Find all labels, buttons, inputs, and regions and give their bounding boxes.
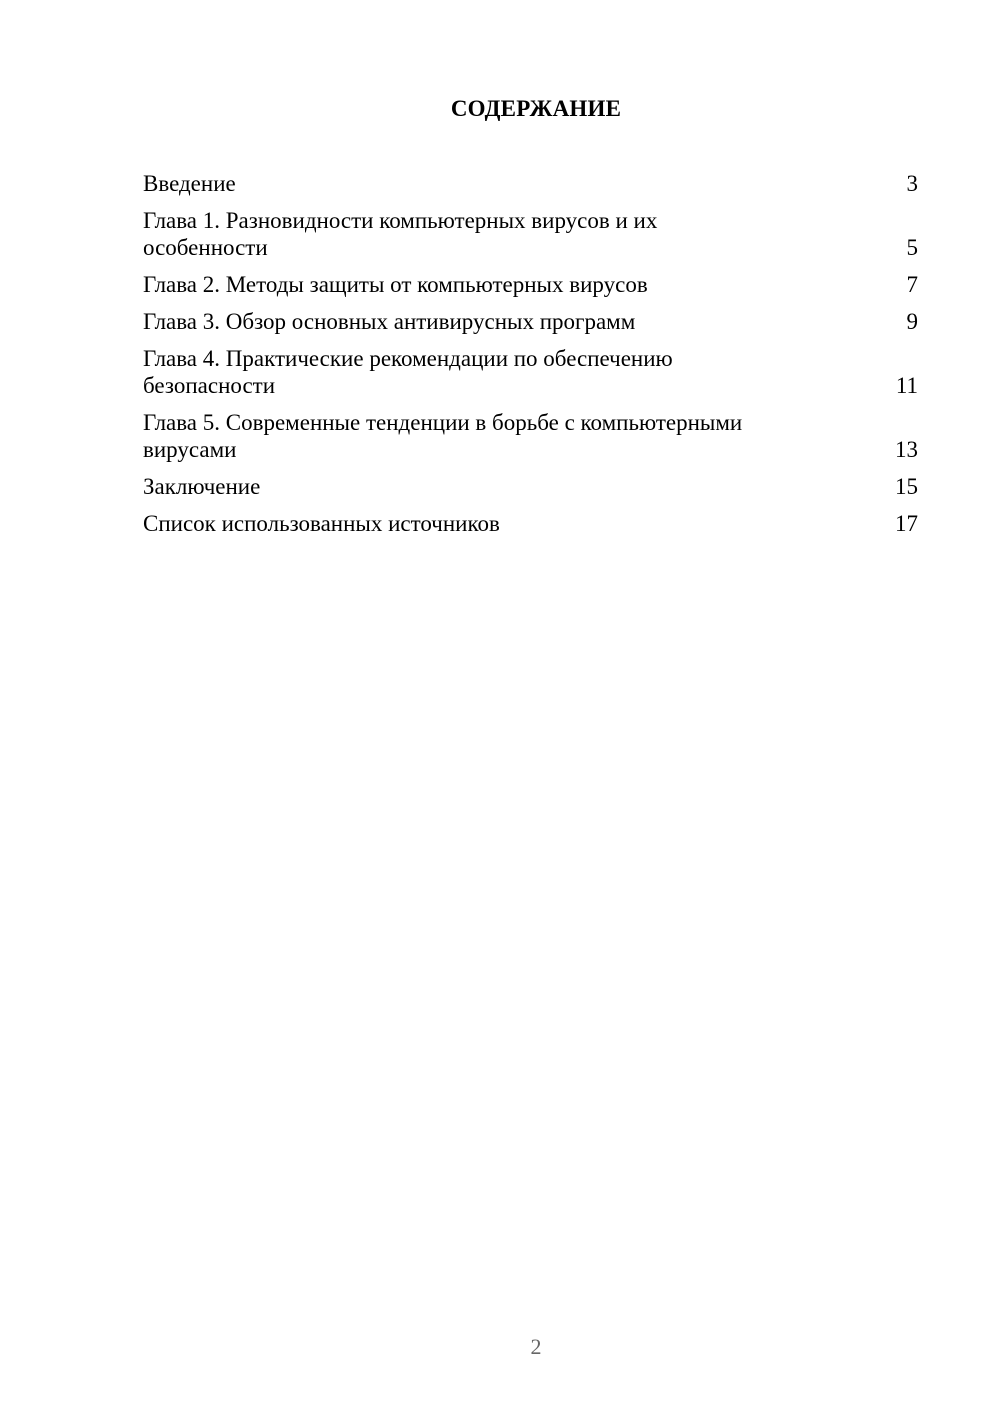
toc-entry xyxy=(143,345,918,399)
toc-entry-title: Введение xyxy=(143,171,236,196)
toc-entry xyxy=(143,473,918,500)
toc-entry-page: 11 xyxy=(895,373,918,398)
toc-entry-title: Глава 1. Разновидности компьютерных вирусов и их особенности xyxy=(143,208,658,260)
page-number: 2 xyxy=(530,1334,542,1359)
toc-entry-title: Глава 5. Современные тенденции в борьбе с компьютерными вирусами xyxy=(143,410,743,462)
page-title: СОДЕРЖАНИЕ xyxy=(450,96,622,121)
toc-entry-title: Глава 4. Практические рекомендации по обеспечению безопасности xyxy=(143,346,673,398)
toc-entry xyxy=(143,510,918,537)
toc-entry-page: 9 xyxy=(906,309,918,334)
toc-entry-page: 5 xyxy=(906,235,918,260)
toc-entry-page: 13 xyxy=(895,437,918,462)
table-of-contents xyxy=(143,170,918,547)
toc-entry xyxy=(143,207,918,261)
toc-entry xyxy=(143,308,918,335)
toc-entry-page: 17 xyxy=(895,511,918,536)
toc-entry-title: Глава 3. Обзор основных антивирусных программ xyxy=(143,309,636,334)
toc-entry xyxy=(143,271,918,298)
toc-entry-page: 7 xyxy=(906,272,918,297)
toc-entry-title: Список использованных источников xyxy=(143,511,500,536)
toc-entry-page: 3 xyxy=(906,171,918,196)
toc-entry-title: Глава 2. Методы защиты от компьютерных вирусов xyxy=(143,272,648,297)
toc-entry-title: Заключение xyxy=(143,474,261,499)
toc-entry-page: 15 xyxy=(895,474,918,499)
toc-entry xyxy=(143,409,918,463)
toc-entry xyxy=(143,170,918,197)
